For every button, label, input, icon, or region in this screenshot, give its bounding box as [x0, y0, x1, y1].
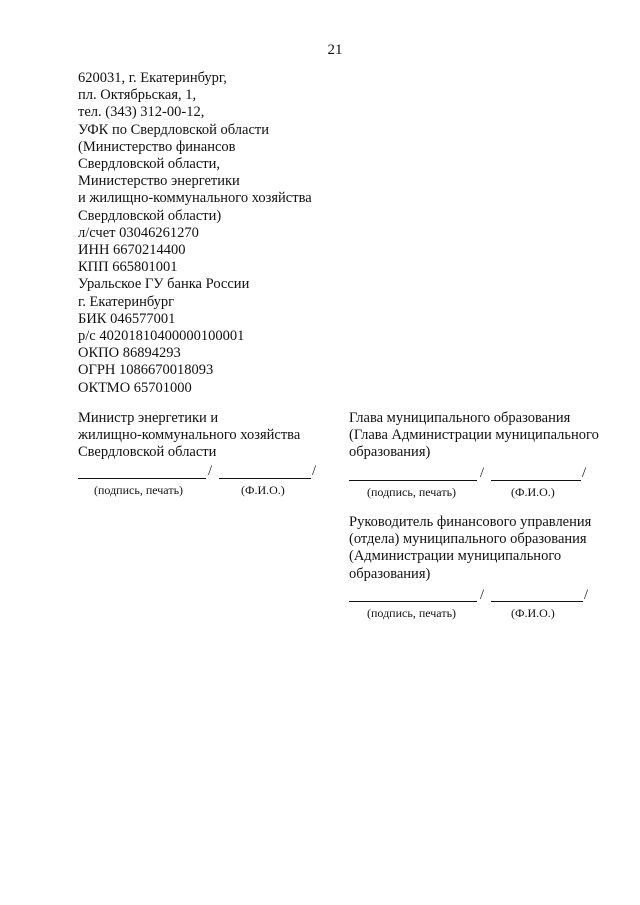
account-number: л/счет 03046261270: [78, 224, 199, 241]
caption-name: (Ф.И.О.): [241, 482, 285, 497]
signature-line: [78, 464, 328, 482]
inn: ИНН 6670214400: [78, 242, 186, 259]
address-line: тел. (343) 312-00-12,: [78, 104, 205, 121]
signature-line: [349, 587, 629, 605]
address-line: Свердловской области): [78, 207, 222, 224]
address-line: УФК по Свердловской области: [78, 121, 269, 138]
signature-captions: [349, 605, 629, 621]
title-line: Министр энергетики и: [78, 410, 219, 426]
bank-name: Уральское ГУ банка России: [78, 276, 250, 293]
address-line: 620031, г. Екатеринбург,: [78, 70, 227, 86]
title-line: (Администрации муниципального: [349, 548, 562, 565]
signature-captions: [78, 482, 328, 498]
title-line: (отдела) муниципального образования: [349, 531, 587, 548]
title-line: Глава муниципального образования: [349, 410, 571, 426]
okpo: ОКПО 86894293: [78, 345, 181, 362]
ogrn: ОГРН 1086670018093: [78, 362, 214, 379]
address-line: и жилищно-коммунального хозяйства: [78, 190, 312, 207]
bank-details-block: [78, 70, 312, 397]
oktmo: ОКТМО 65701000: [78, 379, 192, 396]
separator-slash: /: [584, 586, 589, 603]
minister-signature-block: [78, 410, 328, 498]
title-line: образования): [349, 565, 431, 582]
signature-captions: [349, 484, 629, 500]
name-underline: [491, 480, 581, 481]
signature-underline: [349, 601, 477, 602]
title-line: Свердловской области: [78, 444, 217, 461]
name-underline: [491, 601, 583, 602]
separator-slash: /: [208, 463, 213, 480]
caption-signature: (подпись, печать): [94, 482, 184, 497]
municipality-head-title: [349, 410, 629, 462]
caption-name: (Ф.И.О.): [511, 484, 555, 499]
name-underline: [219, 478, 311, 479]
address-line: (Министерство финансов: [78, 138, 236, 155]
address-line: Министерство энергетики: [78, 173, 240, 190]
separator-slash: /: [480, 465, 485, 482]
address-line: Свердловской области,: [78, 156, 221, 173]
title-line: образования): [349, 444, 431, 461]
caption-signature: (подпись, печать): [367, 484, 457, 499]
signature-underline: [78, 478, 206, 479]
caption-name: (Ф.И.О.): [511, 605, 555, 620]
finance-head-signature-block: [349, 514, 629, 621]
title-line: (Глава Администрации муниципального: [349, 427, 599, 444]
separator-slash: /: [582, 465, 587, 482]
caption-signature: (подпись, печать): [367, 605, 457, 620]
separator-slash: /: [312, 463, 317, 480]
signature-line: [349, 466, 629, 484]
title-line: жилищно-коммунального хозяйства: [78, 427, 301, 444]
municipality-head-signature-block: [349, 410, 629, 500]
title-line: Руководитель финансового управления: [349, 514, 592, 530]
bik: БИК 046577001: [78, 310, 176, 327]
kpp: КПП 665801001: [78, 259, 178, 276]
address-line: пл. Октябрьская, 1,: [78, 87, 197, 104]
bank-city: г. Екатеринбург: [78, 293, 175, 310]
minister-title: [78, 410, 328, 462]
separator-slash: /: [480, 586, 485, 603]
finance-head-title: [349, 514, 629, 583]
settlement-account: р/с 40201810400000100001: [78, 328, 245, 345]
page-number: 21: [327, 42, 343, 58]
signature-underline: [349, 480, 477, 481]
